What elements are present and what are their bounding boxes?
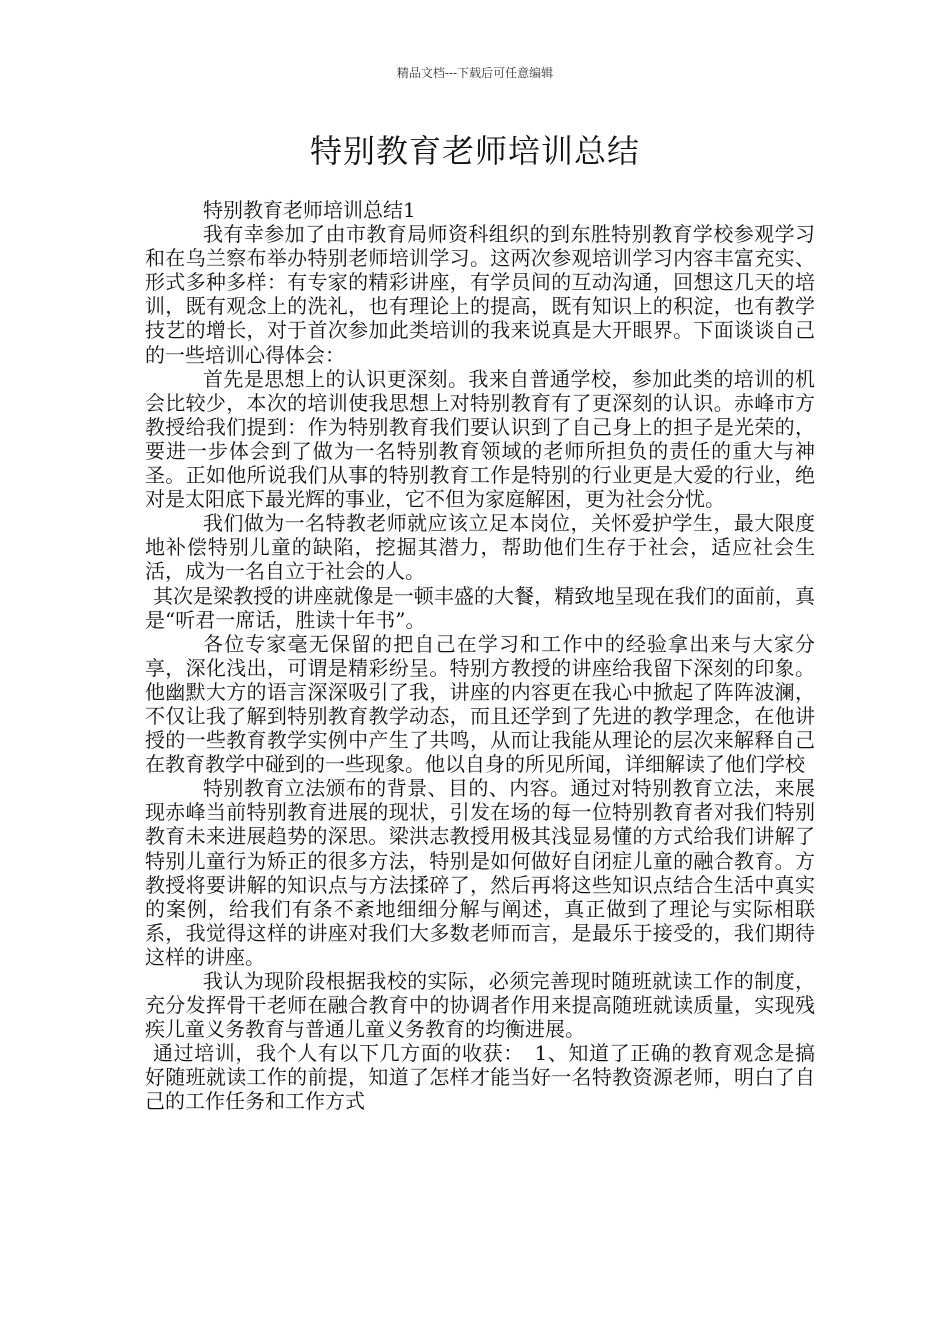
paragraph: 首先是思想上的认识更深刻。我来自普通学校，参加此类的培训的机会比较少，本次的培训使我思想上对特别教育有了更深刻的认识。赤峰市方教授给我们提到：作为特别教育我们要认识到了自己身上的担子是光荣的，要进一步体会到了做为一名特别教育领域的老师所担负的责任的重大与神圣。正如他所说我们从事的特别教育工作是特别的行业更是大爱的行业，绝对是太阳底下最光辉的事业，它不但为家庭解困，更为社会分忧。 xyxy=(145,366,815,512)
paragraph: 我认为现阶段根据我校的实际，必须完善现时随班就读工作的制度，充分发挥骨干老师在融合教育中的协调者作用来提高随班就读质量，实现残疾儿童义务教育与普通儿童义务教育的均衡进展。 xyxy=(145,969,815,1042)
paragraph: 通过培训，我个人有以下几方面的收获： 1、知道了正确的教育观念是搞好随班就读工作的前提，知道了怎样才能当好一名特教资源老师，明白了自己的工作任务和工作方式 xyxy=(145,1041,815,1114)
header-note: 精品文档---下载后可任意编辑 xyxy=(396,66,554,80)
paragraph: 我有幸参加了由市教育局师资科组织的到东胜特别教育学校参观学习和在乌兰察布举办特别老师培训学习。这两次参观培训学习内容丰富充实、形式多种多样：有专家的精彩讲座，有学员间的互动沟通，回想这几天的培训，既有观念上的洗礼，也有理论上的提高，既有知识上的积淀，也有教学技艺的增长，对于首次参加此类培训的我来说真是大开眼界。下面谈谈自己的一些培训心得体会： xyxy=(145,222,815,367)
paragraph: 各位专家毫无保留的把自己在学习和工作中的经验拿出来与大家分享，深化浅出，可谓是精彩纷呈。特别方教授的讲座给我留下深刻的印象。他幽默大方的语言深深吸引了我，讲座的内容更在我心中掀起了阵阵波澜，不仅让我了解到特别教育教学动态，而且还学到了先进的教学理念，在他讲授的一些教育教学实例中产生了共鸣，从而让我能从理论的层次来解释自己在教育教学中碰到的一些现象。他以自身的所见所闻，详细解读了他们学校 xyxy=(145,631,815,777)
paragraph: 我们做为一名特教老师就应该立足本岗位，关怀爱护学生，最大限度地补偿特别儿童的缺陷，挖掘其潜力，帮助他们生存于社会，适应社会生活，成为一名自立于社会的人。 xyxy=(145,511,815,584)
section-heading: 特别教育老师培训总结1 xyxy=(203,198,416,222)
document-title: 特别教育老师培训总结 xyxy=(309,132,640,170)
paragraph: 特别教育立法颁布的背景、目的、内容。通过对特别教育立法，来展现赤峰当前特别教育进展的现状，引发在场的每一位特别教育者对我们特别教育未来进展趋势的深思。梁洪志教授用极其浅显易懂的方式给我们讲解了特别儿童行为矫正的很多方法，特别是如何做好自闭症儿童的融合教育。方教授将要讲解的知识点与方法揉碎了，然后再将这些知识点结合生活中真实的案例，给我们有条不紊地细细分解与阐述，真正做到了理论与实际相联系，我觉得这样的讲座对我们大多数老师而言，是最乐于接受的，我们期待这样的讲座。 xyxy=(145,776,815,969)
paragraph: 其次是梁教授的讲座就像是一顿丰盛的大餐，精致地呈现在我们的面前，真是“听君一席话，胜读十年书”。 xyxy=(145,583,815,632)
document-body xyxy=(145,198,815,1114)
